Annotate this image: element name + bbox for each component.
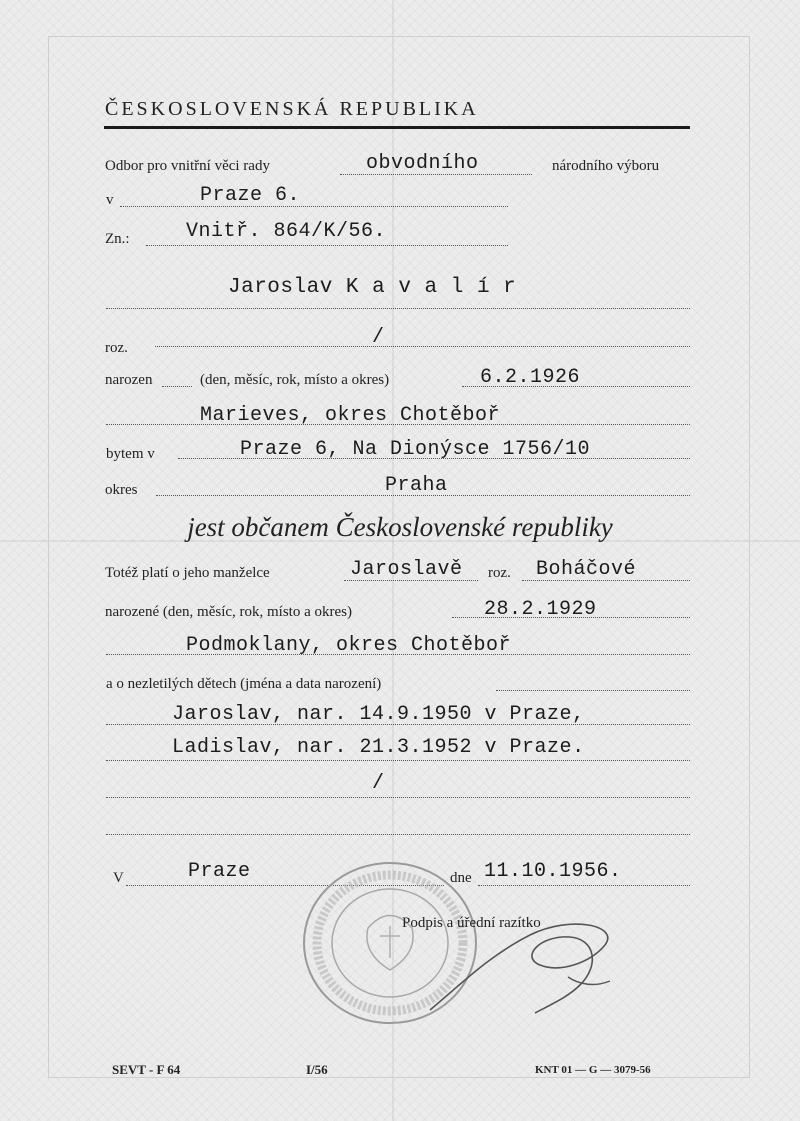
reference-line bbox=[146, 245, 508, 246]
children-line-3 bbox=[106, 797, 690, 798]
citizenship-statement: jest občanem Československé republiky bbox=[187, 512, 613, 542]
district-value: Praha bbox=[385, 474, 448, 497]
issue-date-label: dne bbox=[450, 870, 472, 886]
born-hint: (den, měsíc, rok, místo a okres) bbox=[200, 372, 390, 388]
holder-name: Jaroslav K a v a l í r bbox=[228, 276, 517, 299]
born-name-label: roz. bbox=[105, 340, 128, 356]
spouse-born-label: narozené (den, měsíc, rok, místo a okres) bbox=[105, 604, 352, 620]
reference-value: Vnitř. 864/K/56. bbox=[186, 220, 387, 243]
issue-place-value: Praze bbox=[188, 860, 251, 883]
holder-name-line bbox=[106, 308, 690, 309]
children-line-2 bbox=[106, 760, 690, 761]
spouse-maiden-value: Boháčové bbox=[536, 558, 637, 581]
child-entry-2: Ladislav, nar. 21.3.1952 v Praze. bbox=[172, 736, 585, 759]
reference-label: Zn.: bbox=[105, 231, 130, 247]
office-city-value: Praze 6. bbox=[200, 184, 301, 207]
footer-edition: I/56 bbox=[306, 1062, 328, 1077]
title-rule bbox=[104, 126, 690, 129]
spouse-name-value: Jaroslavě bbox=[350, 558, 463, 581]
born-name-line bbox=[155, 346, 690, 347]
children-label: a o nezletilých dětech (jména a data narození) bbox=[106, 676, 382, 692]
born-name-value: / bbox=[372, 326, 385, 349]
document-title: ČESKOSLOVENSKÁ REPUBLIKA bbox=[105, 98, 479, 120]
signature-label: Podpis a úřední razítko bbox=[402, 915, 541, 931]
issue-date-value: 11.10.1956. bbox=[484, 860, 622, 883]
issue-date-line bbox=[478, 885, 690, 886]
children-filler: / bbox=[372, 772, 385, 795]
child-entry-1: Jaroslav, nar. 14.9.1950 v Praze, bbox=[172, 703, 585, 726]
children-label-line bbox=[496, 690, 690, 691]
children-line-4 bbox=[106, 834, 690, 835]
spouse-label: Totéž platí o jeho manželce bbox=[105, 565, 270, 581]
spouse-maiden-label: roz. bbox=[488, 565, 511, 581]
born-label: narozen bbox=[105, 372, 153, 388]
footer-printer-code: KNT 01 — G — 3079-56 bbox=[535, 1064, 651, 1076]
residence-label: bytem v bbox=[106, 446, 155, 462]
district-label: okres bbox=[105, 482, 138, 498]
spouse-born-date-value: 28.2.1929 bbox=[484, 598, 597, 621]
office-level-value: obvodního bbox=[366, 152, 479, 175]
office-suffix-label: národního výboru bbox=[552, 158, 660, 174]
born-place-value: Marieves, okres Chotěboř bbox=[200, 404, 501, 427]
spouse-born-place-value: Podmoklany, okres Chotěboř bbox=[186, 634, 512, 657]
office-city-line bbox=[120, 206, 508, 207]
residence-value: Praze 6, Na Dionýsce 1756/10 bbox=[240, 438, 591, 461]
footer-form-code: SEVT - F 64 bbox=[112, 1062, 181, 1077]
born-date-value: 6.2.1926 bbox=[480, 366, 581, 389]
office-prefix-label: Odbor pro vnitřní věci rady bbox=[105, 158, 270, 174]
office-in-label: v bbox=[106, 192, 114, 208]
handwritten-signature bbox=[420, 915, 630, 1025]
born-label-line bbox=[162, 386, 192, 387]
issue-in-label: V bbox=[113, 870, 124, 886]
